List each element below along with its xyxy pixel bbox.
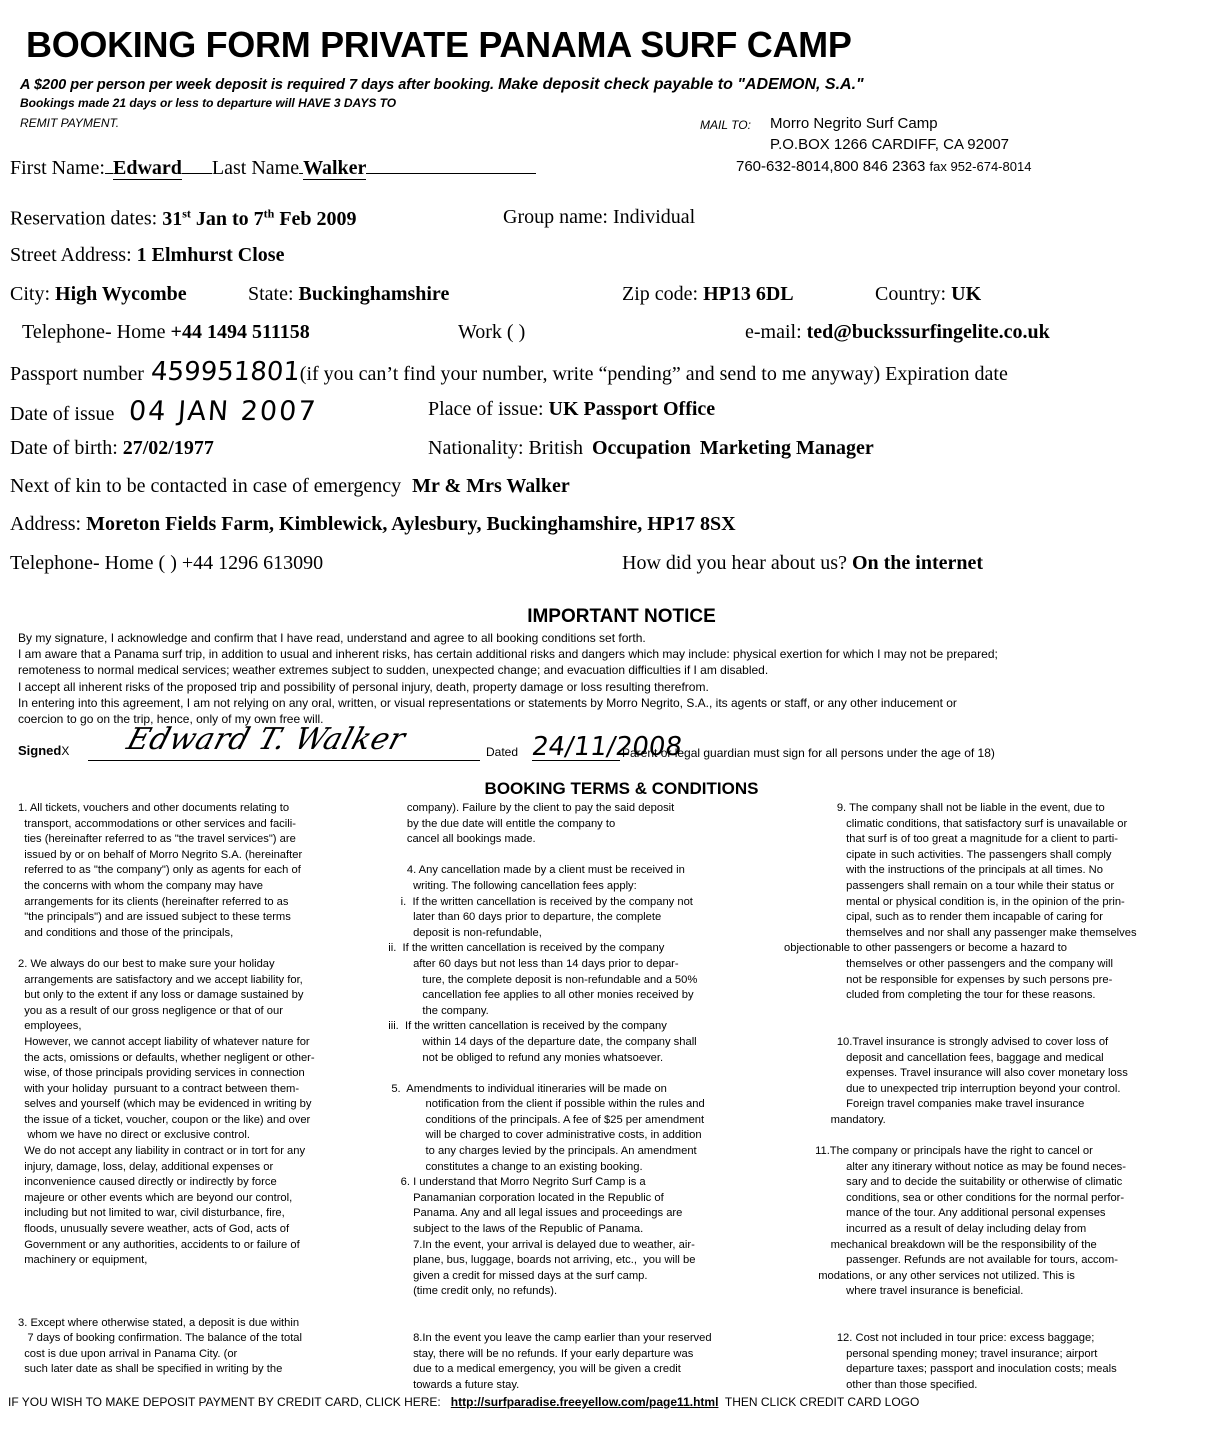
terms-line — [382, 1316, 712, 1332]
signed-label: Signed — [18, 743, 62, 758]
terms-line — [18, 1284, 315, 1300]
terms-line: writing. The following cancellation fees apply: — [382, 879, 637, 892]
terms-line: ture, the complete deposit is non-refundable and a 50% — [382, 973, 698, 986]
terms-line: to any charges levied by the principals. An amendment — [382, 1145, 697, 1158]
terms-line — [382, 848, 712, 864]
occupation-value[interactable]: Marketing Manager — [699, 437, 874, 459]
nationality-label: Nationality: — [428, 437, 524, 459]
terms-line: cost is due upon arrival in Panama City. (or — [18, 1347, 238, 1360]
terms-line: that surf is of too great a magnitude for a client to parti- — [784, 833, 1118, 846]
last-name-label: Last Name — [211, 157, 300, 179]
reservation-day-1: 31 — [162, 207, 183, 230]
terms-line: passengers shall remain on a tour while their status or — [784, 879, 1115, 892]
mail-fax: fax 952-674-8014 — [929, 159, 1032, 174]
terms-line: inconvenience caused directly or indirectly by force — [18, 1176, 277, 1189]
email-value[interactable]: ted@buckssurfingelite.co.uk — [806, 321, 1050, 343]
terms-line — [18, 1300, 315, 1316]
terms-line: due to a medical emergency, you will be given a credit — [382, 1363, 681, 1376]
reservation-suffix-1: st — [182, 206, 191, 220]
passport-label: Passport number — [10, 363, 144, 385]
state-label: State: — [248, 283, 294, 305]
terms-line: 6. I understand that Morro Negrito Surf Camp is a — [382, 1176, 646, 1189]
terms-line: 8.In the event you leave the camp earlier than your reserved — [382, 1332, 712, 1345]
next-of-kin-value[interactable]: Mr & Mrs Walker — [412, 475, 570, 497]
terms-heading: BOOKING TERMS & CONDITIONS — [484, 779, 759, 798]
passport-number-value[interactable]: 459951801 — [149, 357, 301, 387]
terms-line: deposit and cancellation fees, baggage and medical — [784, 1051, 1104, 1064]
referral-value[interactable]: On the internet — [851, 552, 984, 574]
terms-line: subject to the laws of the Republic of Panama. — [382, 1223, 644, 1236]
group-name-label: Group name: — [503, 206, 608, 228]
notice-line: I accept all inherent risks of the proposed trip and possibility of personal injury, death, property damage or loss resulting therefrom. — [18, 680, 709, 694]
terms-line: sary and to decide the suitability or otherwise of climatic — [784, 1176, 1123, 1189]
terms-line: Panama. Any and all legal issues and proceedings are — [382, 1207, 683, 1220]
group-name-value[interactable]: Individual — [612, 206, 696, 228]
terms-line: mental or physical condition is, in the opinion of the prin- — [784, 895, 1125, 908]
terms-line: referred to as "the company") only as agents for each of — [18, 864, 301, 877]
deposit-requirement — [20, 76, 864, 94]
terms-line: cipal, such as to render them incapable of caring for — [784, 911, 1103, 924]
date-of-birth-label: Date of birth: — [10, 437, 118, 459]
terms-line: themselves and nor shall any passenger make themselves — [784, 926, 1137, 939]
terms-line: 5. Amendments to individual itineraries will be made on — [382, 1082, 667, 1095]
parent-guardian-note: Parent or legal guardian must sign for all persons under the age of 18) — [622, 746, 995, 760]
date-of-issue-value[interactable]: 04 JAN 2007 — [128, 396, 319, 427]
terms-line: employees, — [18, 1020, 82, 1033]
mail-address-line-1: Morro Negrito Surf Camp — [770, 115, 938, 132]
first-name-label: First Name: — [10, 157, 105, 179]
deposit-check-text: Make deposit check payable to "ADEMON, S.A." — [498, 76, 864, 93]
footer-suffix: THEN CLICK CREDIT CARD LOGO — [724, 1395, 920, 1409]
terms-line: issued by or on behalf of Morro Negrito S.A. (hereinafter — [18, 848, 303, 861]
country-value[interactable]: UK — [951, 283, 982, 305]
terms-line: mandatory. — [784, 1113, 886, 1126]
terms-line: (time credit only, no refunds). — [382, 1285, 558, 1298]
terms-column-2 — [382, 801, 712, 1394]
terms-line: arrangements are satisfactory and we accept liability for, — [18, 973, 303, 986]
credit-card-link[interactable]: http://surfparadise.freeyellow.com/page11.html — [450, 1395, 719, 1409]
terms-line: not be obliged to refund any monies whatsoever. — [382, 1051, 664, 1064]
terms-line: 10.Travel insurance is strongly advised to cover loss of — [784, 1035, 1109, 1048]
terms-line: cancellation fee applies to all other monies received by — [382, 989, 694, 1002]
terms-line: 4. Any cancellation made by a client must be received in — [382, 864, 685, 877]
nationality-value[interactable]: British — [528, 437, 583, 459]
passport-note: (if you can’t find your number, write “pending” and send to me anyway) Expiration date — [299, 363, 1008, 385]
signature-date[interactable]: 24/11/2008 — [529, 732, 684, 762]
page-title: BOOKING FORM PRIVATE PANAMA SURF CAMP — [26, 24, 852, 65]
notice-line: I am aware that a Panama surf trip, in addition to usual and inherent risks, has certain additional risks and dangers which may include: physical exertion for which I may not be prepared; — [18, 647, 998, 661]
terms-line: constitutes a change to an existing booking. — [382, 1160, 643, 1173]
occupation-label: Occupation — [592, 437, 691, 459]
terms-line: iii. If the written cancellation is received by the company — [382, 1020, 667, 1033]
terms-line: Panamanian corporation located in the Republic of — [382, 1191, 664, 1204]
notice-line: coercion to go on the trip, hence, only of my own free will. — [18, 712, 324, 726]
terms-line: you as a result of our gross negligence or that of our — [18, 1004, 283, 1017]
terms-line: not be responsible for expenses by such persons pre- — [784, 973, 1113, 986]
terms-line: wise, of those principals providing services in connection — [18, 1067, 305, 1080]
kin-address-value[interactable]: Moreton Fields Farm, Kimblewick, Aylesbury, Buckinghamshire, HP17 8SX — [86, 513, 736, 535]
terms-line: such later date as shall be specified in writing by the — [18, 1363, 283, 1376]
deposit-line-2: Bookings made 21 days or less to departure will HAVE 3 DAYS TO — [20, 96, 397, 110]
email-label: e-mail: — [745, 321, 802, 343]
terms-line — [18, 941, 315, 957]
terms-line: but only to the extent if any loss or damage sustained by — [18, 989, 304, 1002]
kin-address-row — [10, 513, 736, 536]
street-label: Street Address: — [10, 244, 132, 266]
terms-line: including but not limited to war, civil disturbance, fire, — [18, 1207, 285, 1220]
home-telephone-value[interactable]: +44 1494 511158 — [170, 321, 310, 343]
terms-line: climatic conditions, that satisfactory surf is unavailable or — [784, 817, 1128, 830]
mail-phone-numbers: 760-632-8014,800 846 2363 — [736, 158, 926, 175]
place-of-issue-field — [428, 398, 715, 421]
passport-row — [10, 357, 1008, 387]
terms-line: departure taxes; passport and inoculation costs; meals — [784, 1363, 1117, 1376]
terms-line: with the instructions of the principals at all times. No — [784, 864, 1103, 877]
terms-line: 7 days of booking confirmation. The balance of the total — [18, 1332, 303, 1345]
nationality-occupation-field — [428, 437, 874, 460]
terms-line: the issue of a ticket, voucher, coupon or the like) and over — [18, 1113, 311, 1126]
terms-line: selves and yourself (which may be evidenced in writing by — [18, 1098, 312, 1111]
terms-line: by the due date will entitle the company to — [382, 817, 616, 830]
footer-prefix: IF YOU WISH TO MAKE DEPOSIT PAYMENT BY CREDIT CARD, CLICK HERE: — [8, 1395, 441, 1409]
terms-line: majeure or other events which are beyond our control, — [18, 1191, 293, 1204]
terms-line: transport, accommodations or other services and facili- — [18, 817, 296, 830]
date-of-birth-value[interactable]: 27/02/1977 — [122, 437, 214, 459]
credit-card-instructions — [8, 1395, 919, 1409]
terms-line: 11.The company or principals have the right to cancel or — [784, 1145, 1093, 1158]
group-name — [503, 206, 695, 229]
country-label: Country: — [875, 283, 947, 305]
terms-line: modations, or any other services not utilized. This is — [784, 1269, 1075, 1282]
terms-line: the company. — [382, 1004, 489, 1017]
signed-x-mark: X — [61, 744, 70, 758]
mail-phones — [736, 158, 1031, 175]
terms-line: alter any itinerary without notice as may be found neces- — [784, 1160, 1126, 1173]
deposit-line-3: REMIT PAYMENT. — [20, 116, 120, 130]
terms-line: plane, bus, luggage, boards not arriving, etc., you will be — [382, 1254, 696, 1267]
reservation-row — [10, 206, 357, 231]
notice-line: remoteness to normal medical services; weather extremes subject to sudden, unexpected change; and evacuation difficulties if I am disabled. — [18, 663, 769, 677]
signature[interactable]: Edward T. Walker — [122, 722, 410, 757]
terms-line: the acts, omissions or defaults, whether negligent or other- — [18, 1051, 315, 1064]
terms-line — [784, 1316, 1137, 1332]
important-notice-heading: IMPORTANT NOTICE — [527, 606, 716, 627]
terms-line: other than those specified. — [784, 1378, 978, 1391]
terms-line — [18, 1269, 315, 1285]
first-name-value[interactable]: Edward — [113, 157, 182, 179]
terms-line: personal spending money; travel insurance; airport — [784, 1347, 1098, 1360]
terms-line: incurred as a result of delay including delay from — [784, 1223, 1087, 1236]
terms-line: However, we cannot accept liability of whatever nature for — [18, 1035, 310, 1048]
kin-address-label: Address: — [10, 513, 82, 535]
terms-line: machinery or equipment, — [18, 1254, 148, 1267]
terms-line — [784, 1128, 1137, 1144]
referral-field — [622, 552, 983, 575]
terms-line: with your holiday pursuant to a contract between them- — [18, 1082, 300, 1095]
terms-line: ties (hereinafter referred to as "the travel services") are — [18, 833, 296, 846]
terms-line: expenses. Travel insurance will also cover monetary loss — [784, 1067, 1128, 1080]
terms-line: mance of the tour. Any additional personal expenses — [784, 1207, 1106, 1220]
terms-line: 3. Except where otherwise stated, a deposit is due within — [18, 1316, 300, 1329]
terms-line: the concerns with whom the company may have — [18, 879, 263, 892]
terms-line: whom we have no direct or exclusive control. — [18, 1129, 250, 1142]
terms-line: after 60 days but not less than 14 days prior to depar- — [382, 957, 679, 970]
terms-line: where travel insurance is beneficial. — [784, 1285, 1024, 1298]
terms-line — [784, 1300, 1137, 1316]
next-of-kin-row — [10, 475, 570, 498]
place-of-issue-label: Place of issue: — [428, 398, 544, 420]
terms-line: cipate in such activities. The passengers shall comply — [784, 848, 1112, 861]
signed-label-group — [18, 743, 69, 758]
reservation-suffix-2: th — [263, 206, 275, 220]
home-telephone-field — [22, 321, 310, 344]
terms-line: 2. We always do our best to make sure your holiday — [18, 957, 275, 970]
date-of-issue-field — [10, 396, 318, 427]
terms-line: 9. The company shall not be liable in the event, due to — [784, 802, 1105, 814]
email-field — [745, 321, 1050, 344]
terms-line: notification from the client if possible within the rules and — [382, 1098, 705, 1111]
state-field — [248, 283, 449, 306]
terms-line: 12. Cost not included in tour price: excess baggage; — [784, 1332, 1095, 1345]
kin-telephone-field[interactable]: Telephone- Home ( ) +44 1296 613090 — [10, 552, 324, 574]
place-of-issue-value[interactable]: UK Passport Office — [548, 398, 716, 420]
street-value[interactable]: 1 Elmhurst Close — [136, 244, 285, 266]
reservation-dates-value[interactable] — [162, 208, 356, 230]
terms-line: "the principals") and are issued subject to these terms — [18, 911, 291, 924]
street-row — [10, 244, 284, 267]
notice-line: By my signature, I acknowledge and confirm that I have read, understand and agree to all booking conditions set forth. — [18, 631, 646, 645]
terms-line: towards a future stay. — [382, 1378, 520, 1391]
terms-line: ii. If the written cancellation is received by the company — [382, 942, 665, 955]
mail-to-label: MAIL TO: — [700, 118, 751, 132]
terms-line: deposit is non-refundable, — [382, 926, 542, 939]
terms-line: floods, unusually severe weather, acts of God, acts of — [18, 1223, 290, 1236]
date-of-issue-label: Date of issue — [10, 403, 115, 425]
notice-line: In entering into this agreement, I am not relying on any oral, written, or visual representations or statements by Morro Negrito, S.A., its agents or staff, or any other inducement or — [18, 696, 957, 710]
dated-label: Dated — [486, 745, 519, 759]
zip-value[interactable]: HP13 6DL — [703, 283, 794, 305]
terms-line: conditions of the principals. A fee of $25 per amendment — [382, 1113, 705, 1126]
terms-line: Government or any authorities, accidents to or failure of — [18, 1238, 300, 1251]
reservation-middle: Jan to 7 — [195, 207, 264, 230]
referral-label: How did you hear about us? — [622, 552, 847, 574]
terms-line: cancel all bookings made. — [382, 833, 536, 846]
next-of-kin-label: Next of kin to be contacted in case of emergency — [10, 475, 402, 497]
zip-field — [622, 283, 794, 306]
terms-line — [382, 1300, 712, 1316]
terms-line — [382, 1066, 712, 1082]
city-value[interactable]: High Wycombe — [55, 283, 187, 305]
terms-line: objectionable to other passengers or become a hazard to — [784, 942, 1067, 955]
terms-line: given a credit for missed days at the surf camp. — [382, 1269, 648, 1282]
terms-line — [784, 1004, 1137, 1020]
terms-line: within 14 days of the departure date, the company shall — [382, 1035, 697, 1048]
mail-address-line-2: P.O.BOX 1266 CARDIFF, CA 92007 — [770, 136, 1010, 153]
state-value[interactable]: Buckinghamshire — [298, 283, 450, 305]
terms-line — [784, 1019, 1137, 1035]
work-telephone-field[interactable]: Work ( ) — [458, 321, 526, 343]
city-label: City: — [10, 283, 51, 305]
last-name-value[interactable]: Walker — [303, 157, 367, 179]
terms-line: cluded from completing the tour for these reasons. — [784, 989, 1096, 1002]
terms-line: We do not accept any liability in contract or in tort for any — [18, 1145, 306, 1158]
zip-label: Zip code: — [622, 283, 699, 305]
name-row — [10, 155, 536, 180]
terms-line: company). Failure by the client to pay the said deposit — [382, 802, 675, 814]
terms-column-1 — [18, 801, 315, 1378]
terms-line: passenger. Refunds are not available for tours, accom- — [784, 1254, 1118, 1267]
terms-line: stay, there will be no refunds. If your early departure was — [382, 1347, 694, 1360]
terms-line: due to unexpected trip interruption beyond your control. — [784, 1082, 1121, 1095]
terms-column-3 — [784, 801, 1137, 1394]
terms-line: and conditions and those of the principals, — [18, 926, 234, 939]
terms-line: arrangements for its clients (hereinafter referred to as — [18, 895, 289, 908]
reservation-label: Reservation dates: — [10, 207, 158, 230]
home-telephone-label: Telephone- Home — [22, 321, 166, 343]
terms-line: mechanical breakdown will be the responsibility of the — [784, 1238, 1097, 1251]
country-field — [875, 283, 981, 306]
city-field — [10, 283, 187, 306]
reservation-end: Feb 2009 — [279, 207, 357, 230]
deposit-main-text: A $200 per person per week deposit is required 7 days after booking. — [20, 77, 495, 93]
terms-line: later than 60 days prior to departure, the complete — [382, 911, 662, 924]
terms-line: 1. All tickets, vouchers and other documents relating to — [18, 802, 290, 814]
terms-line: will be charged to cover administrative costs, in addition — [382, 1129, 702, 1142]
terms-line: conditions, sea or other conditions for the normal perfor- — [784, 1191, 1125, 1204]
terms-line: 7.In the event, your arrival is delayed due to weather, air- — [382, 1238, 695, 1251]
terms-line: Foreign travel companies make travel insurance — [784, 1098, 1085, 1111]
terms-line: themselves or other passengers and the company will — [784, 957, 1113, 970]
date-of-birth-field — [10, 437, 214, 460]
terms-line: i. If the written cancellation is received by the company not — [382, 895, 693, 908]
terms-line: injury, damage, loss, delay, additional expenses or — [18, 1160, 274, 1173]
signature-line — [88, 760, 480, 761]
